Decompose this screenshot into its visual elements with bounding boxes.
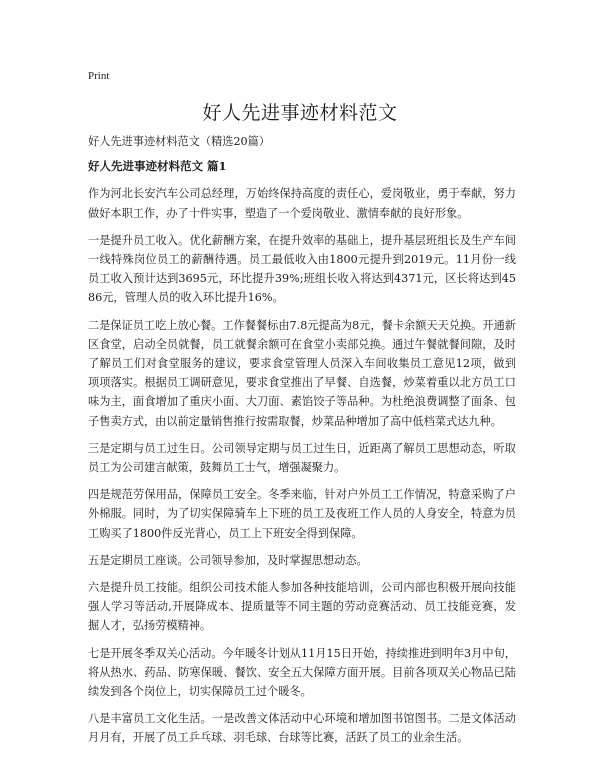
paragraph-meeting: 五是定期员工座谈。公司领导参加，及时掌握思想动态。 xyxy=(88,553,368,567)
section-heading: 好人先进事迹材料范文 篇1 xyxy=(88,159,227,174)
paragraph-culture: 八是丰富员工文化生活。一是改善文体活动中心环境和增加图书馆图书。二是文体活动月月有，开展了员工乒乓球、羽毛球、台球等比赛，活跃了员工的业余生活。 xyxy=(88,712,516,745)
document-title: 好人先进事迹材料范文 xyxy=(202,102,398,124)
paragraph-birthday: 三是定期与员工过生日。公司领导定期与员工过生日，近距离了解员工思想动态，听取员工为公司建言献策，鼓舞员工士气，增强凝聚力。 xyxy=(88,441,516,475)
paragraph-intro: 作为河北长安汽车公司总经理，万始终保持高度的责任心，爱岗敬业，勇于奉献，努力做好本职工作，办了十件实事，塑造了一个爱岗敬业、激情奉献的良好形象。 xyxy=(88,187,516,220)
document-body xyxy=(88,132,516,756)
paragraph-winter-care: 七是开展冬季双关心活动。今年暖冬计划从11月15日开始，持续推进到明年3月中旬，将从热水、药品、防寒保暖、餐饮、安全五大保障方面开展。目前各项双关心物品已陆续发到各个岗位上，切实保障员工过个暖冬。 xyxy=(88,646,516,699)
paragraph-income: 一是提升员工收入。优化薪酬方案，在提升效率的基础上，提升基层班组长及生产车间一线特殊岗位员工的薪酬待遇。员工最低收入由1800元提升到2019元。11月份一线员工收入预计达到3695元，环比提升39%;班组长收入将达到4371元，区长将达到4586元，管理人员的收入环比提升16%。 xyxy=(88,233,516,305)
print-link[interactable]: Print xyxy=(88,70,110,82)
document-subtitle: 好人先进事迹材料范文（精选20篇） xyxy=(88,135,271,148)
paragraph-safety: 四是规范劳保用品，保障员工安全。冬季来临，针对户外员工工作情况，特意采购了户外棉服。同时，为了切实保障骑车上下班的员工及夜班工作人员的人身安全，特意为员工购买了1800件反光背心，员工上下班安全得到保障。 xyxy=(88,488,516,540)
paragraph-meals: 二是保证员工吃上放心餐。工作餐餐标由7.8元提高为8元，餐卡余额天天兑换。开通新区食堂，启动全员就餐，员工就餐余额可在食堂小卖部兑换。通过午餐就餐间隙，及时了解员工们对食堂服务的建议，要求食堂管理人员深入车间收集员工意见12项，做到项项落实。根据员工调研意见，要求食堂推出了早餐、自选餐，炒菜着重以北方员工口味为主，面食增加了重庆小面、大刀面、素馅饺子等品种。为杜绝浪费调整了面条、包子售卖方式，由以前定量销售推行按需取餐，炒菜品种增加了高中低档菜式达九种。 xyxy=(88,318,516,428)
paragraph-skills: 六是提升员工技能。组织公司技术能人参加各种技能培训，公司内部也积极开展向技能强人学习等活动,开展降成本、提质量等不同主题的劳动竞赛活动、员工技能竞赛，发掘人才，弘扬劳模精神。 xyxy=(88,581,516,633)
